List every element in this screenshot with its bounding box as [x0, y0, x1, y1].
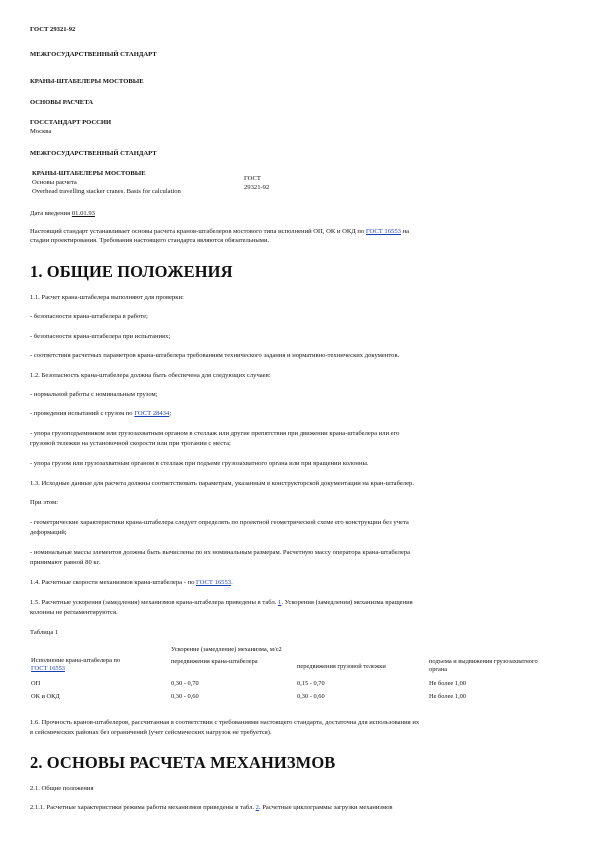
clause-1-4: 1.4. Расчетные скорости механизмов крана-штабелера - по ГОСТ 16553. — [30, 579, 233, 586]
clause-1-6-line-2: в сейсмических районах без ограничений (учет сейсмических нагрузок не требуется). — [30, 729, 272, 736]
clause-2-1-1: 2.1.1. Расчетные характеристики режима работы механизмов приведены в табл. 2. Расчетные циклограммы загрузки механизмов — [30, 804, 393, 811]
clause-1-3: 1.3. Исходные данные для расчета должны соответствовать параметрам, указанным в конструкторской документации на кран-штабелер. — [30, 480, 414, 487]
clause-1-3-note: При этом: — [30, 499, 59, 506]
clause-1-2-item-2: - проведения испытаний с грузом по ГОСТ 28434; — [30, 410, 172, 417]
title-block-line-3: Overhead travelling stacker cranes. Basis for calculation — [32, 188, 181, 195]
clause-1-1: 1.1. Расчет крана-штабелера выполняют для проверки: — [30, 294, 184, 301]
clause-1-2-item-4: - упора грузом или грузозахватным органом в стеллаж при подъеме грузозахватного органа или при вращении колонны. — [30, 460, 369, 467]
table-gost-16553-link[interactable]: ГОСТ 16553 — [31, 665, 65, 673]
table-1-caption: Таблица 1 — [30, 629, 59, 636]
clause-1-3-item-2-line-2: принимают равной 80 кг. — [30, 559, 101, 566]
table-cell: Не более 1,00 — [429, 693, 467, 700]
table-cell: 0,30 - 0,60 — [297, 693, 325, 700]
clause-1-2-item-3-line-1: - упора грузоподъемником или грузозахватным органом в стеллаж или другие препятствия при движении крана-штабелера или его — [30, 430, 400, 437]
clause-1-2: 1.2. Безопасность крана-штабелера должна быть обеспечена для следующих случаев: — [30, 372, 271, 379]
intro-paragraph-line-2: стадии проектирования. Требования настоящего стандарта являются обязательными. — [30, 237, 270, 244]
clause-1-6-line-1: 1.6. Прочность кранов-штабелеров, рассчитанная в соответствии с требованиями настоящего стандарта, достаточна для использования их — [30, 719, 420, 726]
clause-1-1-item-1: - безопасности крана-штабелера в работе; — [30, 313, 148, 320]
clause-1-5-line-2: колонны не регламентируются. — [30, 609, 118, 616]
intro-paragraph-line-1: Настоящий стандарт устанавливает основы расчета кранов-штабелеров мостового типа исполнений ОП, ОК и ОКД по ГОСТ 16553 на — [30, 228, 410, 235]
table-cell: 0,30 - 0,60 — [171, 693, 199, 700]
clause-1-3-item-2-line-1: - номинальные массы элементов должны быть вычислены по их номинальным размерам. Расчетную массу оператора крана-штабелера — [30, 549, 411, 556]
gost-16553-link[interactable]: ГОСТ 16553 — [365, 228, 401, 235]
clause-1-5-line-1: 1.5. Расчетные ускорения (замедления) механизмов крана-штабелера приведены в табл. 1. Ускорения (замедления) механизма вращения — [30, 599, 413, 606]
title-block-line-2: Основы расчета — [32, 179, 77, 186]
table-header-crane-travel: передвижения крана-штабелера — [171, 658, 258, 665]
table-header-execution: Исполнение крана-штабелера по ГОСТ 16553 — [31, 657, 121, 673]
interstate-standard-label: МЕЖГОСУДАРСТВЕННЫЙ СТАНДАРТ — [30, 51, 157, 58]
title-block-gost-label: ГОСТ — [244, 175, 261, 182]
table-cell: 0,15 - 0,70 — [297, 680, 325, 687]
clause-1-3-item-1-line-2: деформаций; — [30, 529, 67, 536]
document-title: КРАНЫ-ШТАБЕЛЕРЫ МОСТОВЫЕ — [30, 78, 144, 85]
introduction-date: Дата введения 01.01.93 — [30, 210, 95, 217]
clause-1-2-item-1: - нормальной работы с номинальным грузом; — [30, 391, 158, 398]
table-1-link[interactable]: 1 — [278, 599, 282, 606]
gost-code: ГОСТ 29321-92 — [30, 26, 76, 33]
table-cell: 0,30 - 0,70 — [171, 680, 199, 687]
gost-16553-link-2[interactable]: ГОСТ 16553 — [196, 579, 232, 586]
table-row — [30, 680, 555, 693]
table-header-acceleration: Ускорение (замедление) механизма, м/с2 — [171, 646, 282, 653]
title-block-line-1: КРАНЫ-ШТАБЕЛЕРЫ МОСТОВЫЕ — [32, 170, 146, 177]
table-cell: Не более 1,00 — [429, 680, 467, 687]
publisher: ГОССТАНДАРТ РОССИИ — [30, 119, 112, 126]
document-subtitle: ОСНОВЫ РАСЧЕТА — [30, 99, 94, 106]
table-cell: ОК и ОКД — [31, 693, 60, 700]
table-cell: ОП — [31, 680, 41, 687]
table-row — [30, 693, 555, 706]
section-2-heading: 2. ОСНОВЫ РАСЧЕТА МЕХАНИЗМОВ — [30, 753, 336, 772]
table-header-trolley-travel: передвижения грузовой тележки — [297, 663, 386, 670]
clause-1-2-item-3-line-2: грузовой тележки на установочной скорости или при трогании с места; — [30, 440, 231, 447]
publisher-city: Москва — [30, 128, 52, 135]
gost-28434-link[interactable]: ГОСТ 28434 — [134, 410, 170, 417]
acceleration-table — [30, 646, 555, 706]
clause-1-1-item-3: - соответствия расчетных параметров крана-штабелера требованиям технического задания и нормативно-технических документов. — [30, 352, 400, 359]
clause-1-3-item-1-line-1: - геометрические характеристики крана-штабелера следует определять по проектной геометрической схеме его конструкции без учета — [30, 519, 409, 526]
table-2-link[interactable]: 2 — [255, 804, 259, 811]
section-1-heading: 1. ОБЩИЕ ПОЛОЖЕНИЯ — [30, 262, 233, 281]
clause-2-1: 2.1. Общие положения — [30, 785, 94, 792]
title-block-gost-number: 29321-92 — [244, 184, 270, 191]
clause-1-1-item-2: - безопасности крана-штабелера при испытаниях; — [30, 333, 171, 340]
table-header-lift: подъема и выдвижения грузозахватного органа — [429, 658, 538, 674]
interstate-standard-label-2: МЕЖГОСУДАРСТВЕННЫЙ СТАНДАРТ — [30, 150, 157, 157]
table-header-row-1 — [30, 646, 555, 658]
